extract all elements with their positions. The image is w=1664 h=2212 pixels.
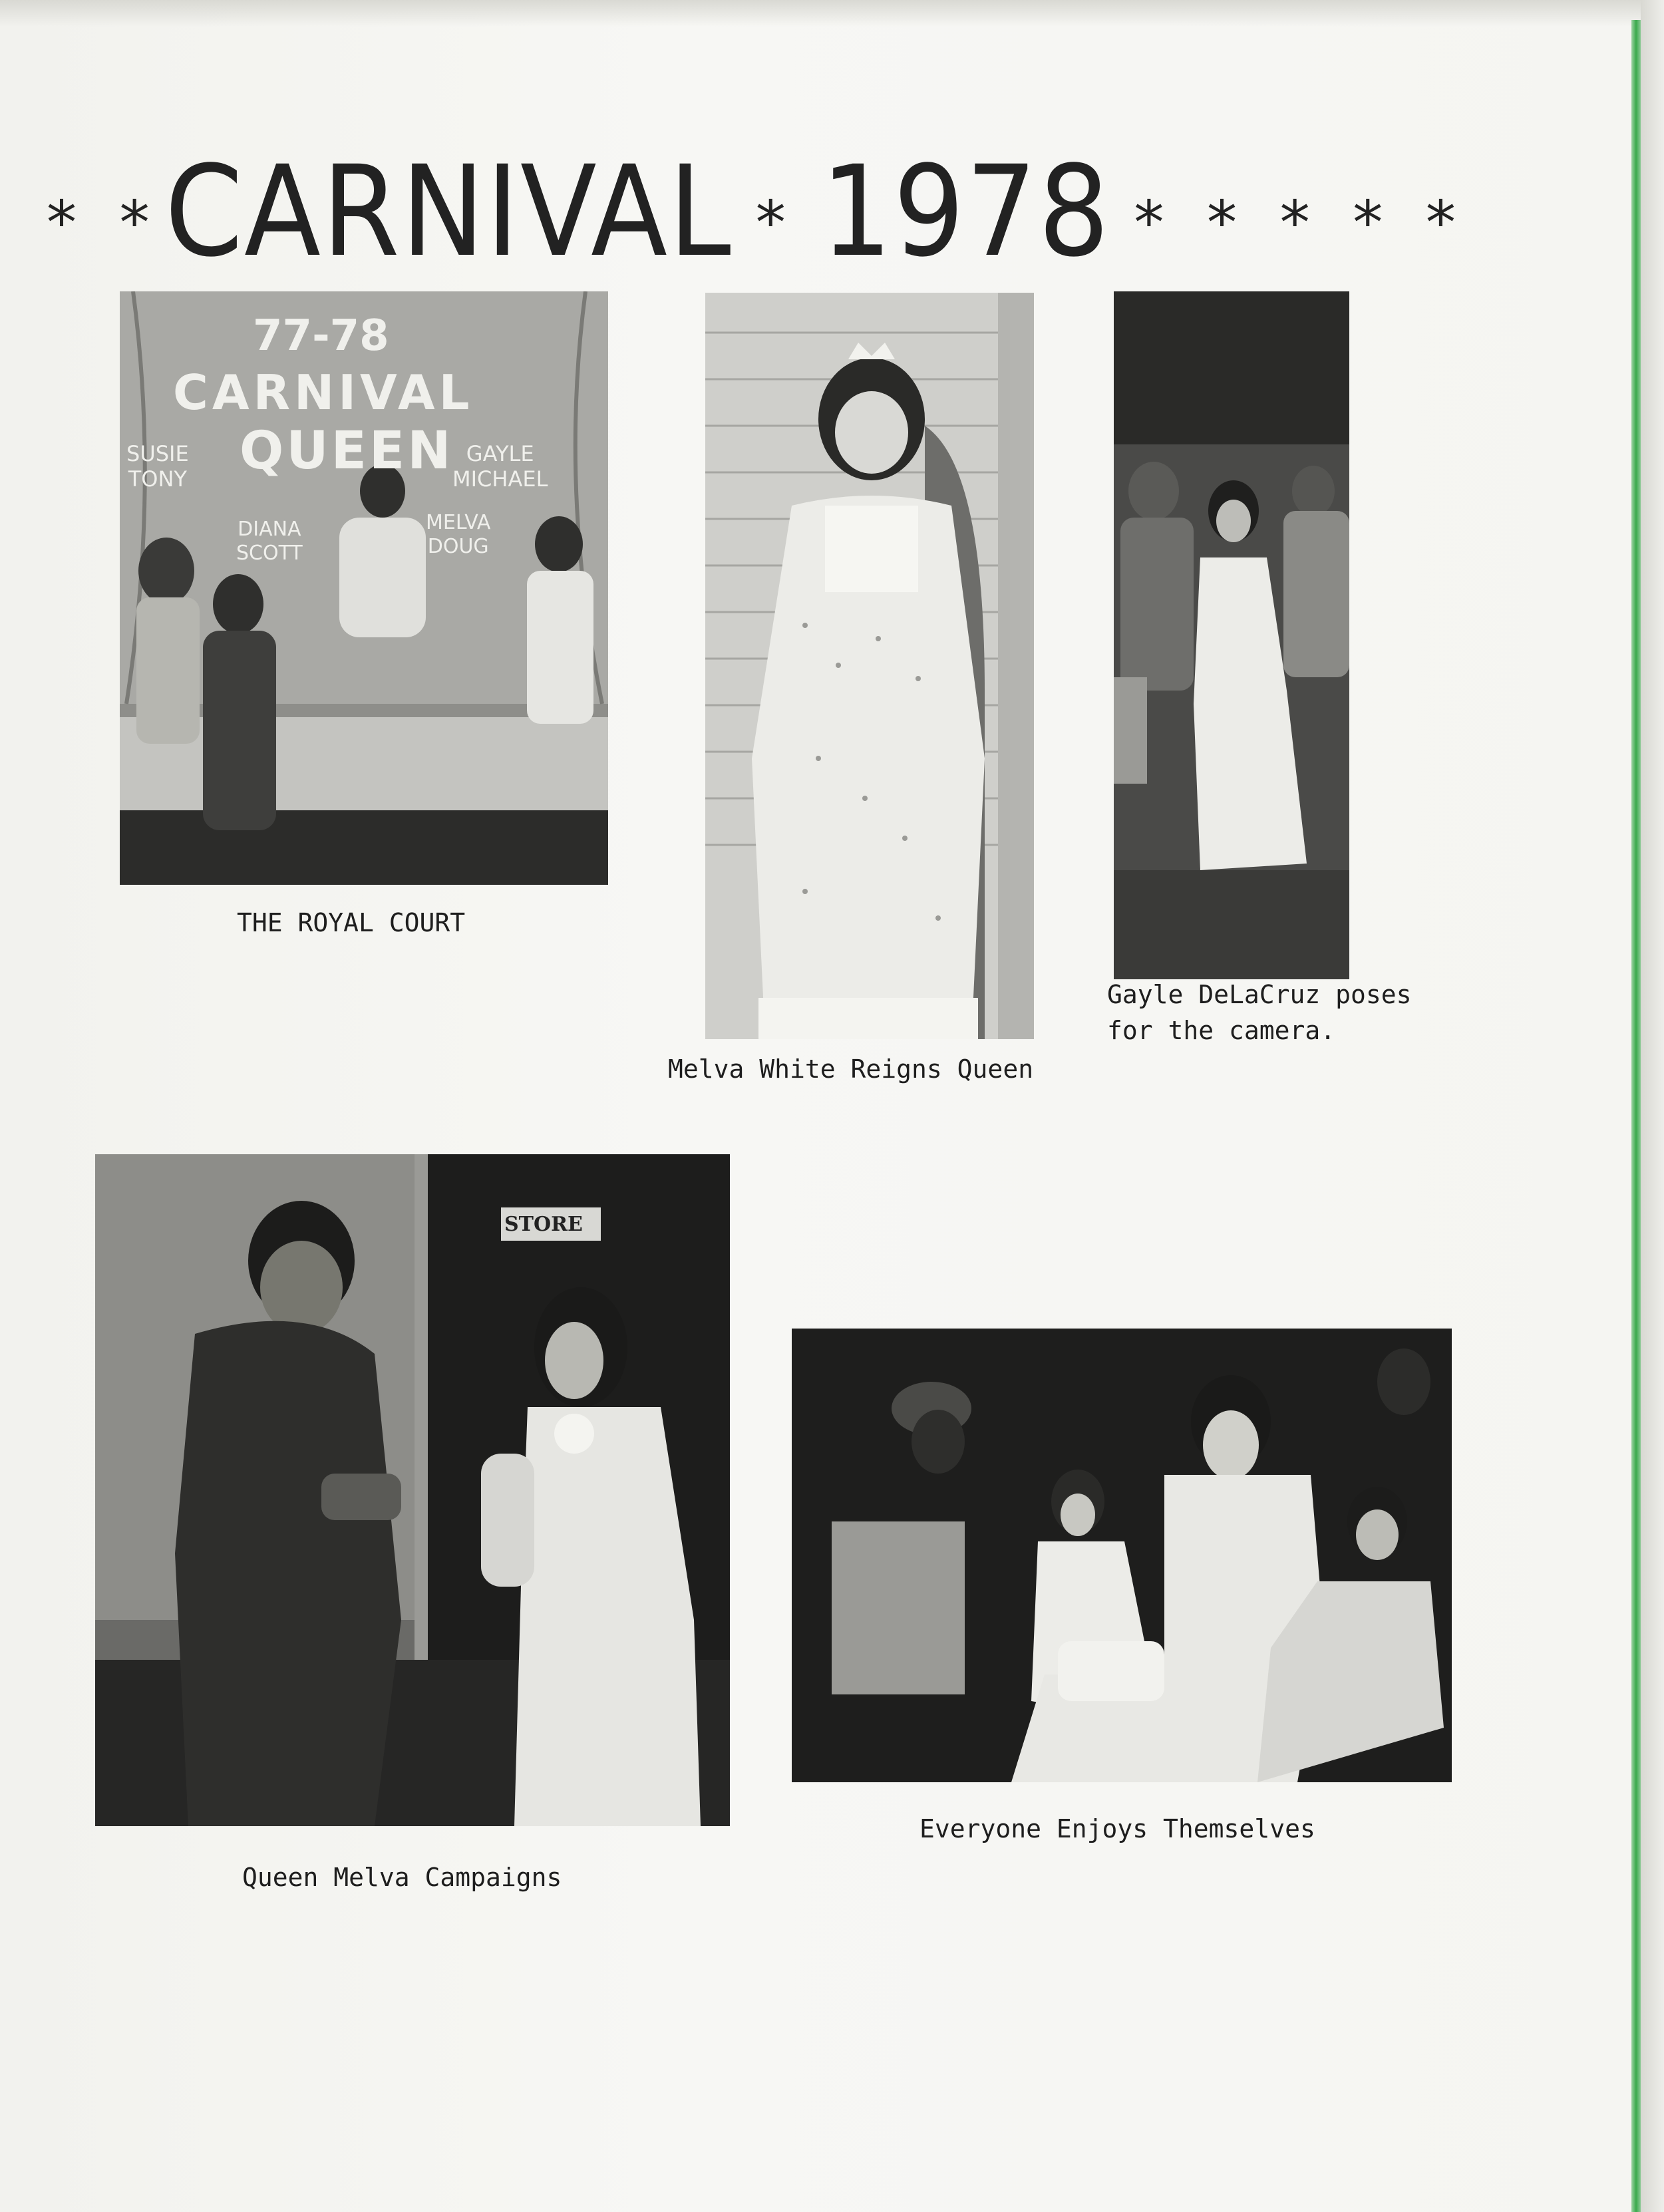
- sign-name: MELVA: [426, 511, 491, 534]
- page-top-shadow: [0, 0, 1664, 27]
- sign-line1: CARNIVAL: [173, 365, 474, 420]
- sign-name: GAYLE: [466, 441, 534, 466]
- caption-royal-court: THE ROYAL COURT: [237, 908, 466, 937]
- sign-name: SUSIE: [126, 441, 189, 466]
- sign-names-right: [452, 441, 548, 492]
- sign-names-mid-left: [236, 518, 303, 565]
- page-title: [47, 138, 1477, 285]
- title-star-middle: *: [755, 188, 798, 258]
- title-stars-left: * *: [47, 188, 162, 258]
- sign-names-left: [126, 441, 189, 492]
- title-stars-right: * * * * *: [1134, 188, 1468, 258]
- royal-court-photo: [120, 291, 608, 885]
- caption-everyone: Everyone Enjoys Themselves: [919, 1814, 1315, 1843]
- caption-gayle-line1: Gayle DeLaCruz poses: [1107, 980, 1412, 1009]
- sign-year: 77-78: [253, 311, 389, 361]
- sign-name: TONY: [128, 466, 187, 492]
- sign-names-mid-right: [426, 511, 490, 559]
- title-year: 1978: [820, 138, 1111, 285]
- green-binding-edge: [1631, 20, 1641, 2212]
- campaign-photo: [95, 1154, 730, 1826]
- caption-melva: Melva White Reigns Queen: [668, 1054, 1034, 1084]
- sign-name: SCOTT: [236, 542, 303, 565]
- store-sign: STORE: [504, 1213, 583, 1236]
- title-word: CARNIVAL: [164, 138, 733, 285]
- caption-gayle-line2: for the camera.: [1107, 1016, 1336, 1045]
- sign-name: MICHAEL: [452, 466, 548, 492]
- crowd-photo: [792, 1329, 1452, 1782]
- melva-queen-photo: [705, 293, 1034, 1039]
- page-right-edge: [1641, 0, 1664, 2212]
- gayle-photo: [1114, 291, 1349, 979]
- sign-name: DIANA: [238, 518, 301, 541]
- caption-gayle: [1107, 977, 1412, 1048]
- caption-campaigns: Queen Melva Campaigns: [242, 1863, 562, 1892]
- sign-name: DOUG: [427, 535, 489, 558]
- sign-line2: QUEEN: [240, 421, 454, 481]
